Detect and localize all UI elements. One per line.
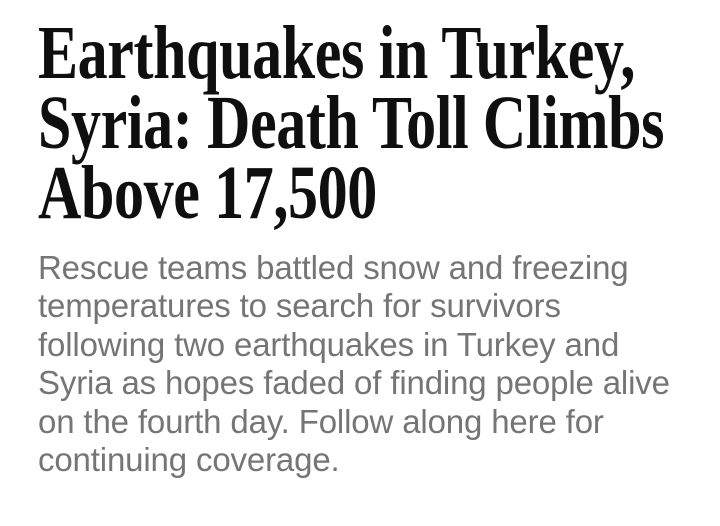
headline-line-2: Syria: Death Toll Climbs <box>38 81 665 165</box>
dek-line-4: Syria as hopes faded of finding people alive <box>38 364 670 402</box>
dek-line-2: temperatures to search for survivors <box>38 287 561 325</box>
dek-line-6: continuing coverage. <box>38 441 340 479</box>
dek-line-1: Rescue teams battled snow and freezing <box>38 249 629 286</box>
dek-line-5: on the fourth day. Follow along here for <box>38 402 604 440</box>
article-headline <box>38 11 665 235</box>
headline-line-3: Above 17,500 <box>38 151 377 235</box>
dek-line-3: following two earthquakes in Turkey and <box>38 325 620 363</box>
article-dek <box>38 249 720 479</box>
article-hero <box>0 11 720 526</box>
headline-line-1: Earthquakes in Turkey, <box>38 11 635 95</box>
